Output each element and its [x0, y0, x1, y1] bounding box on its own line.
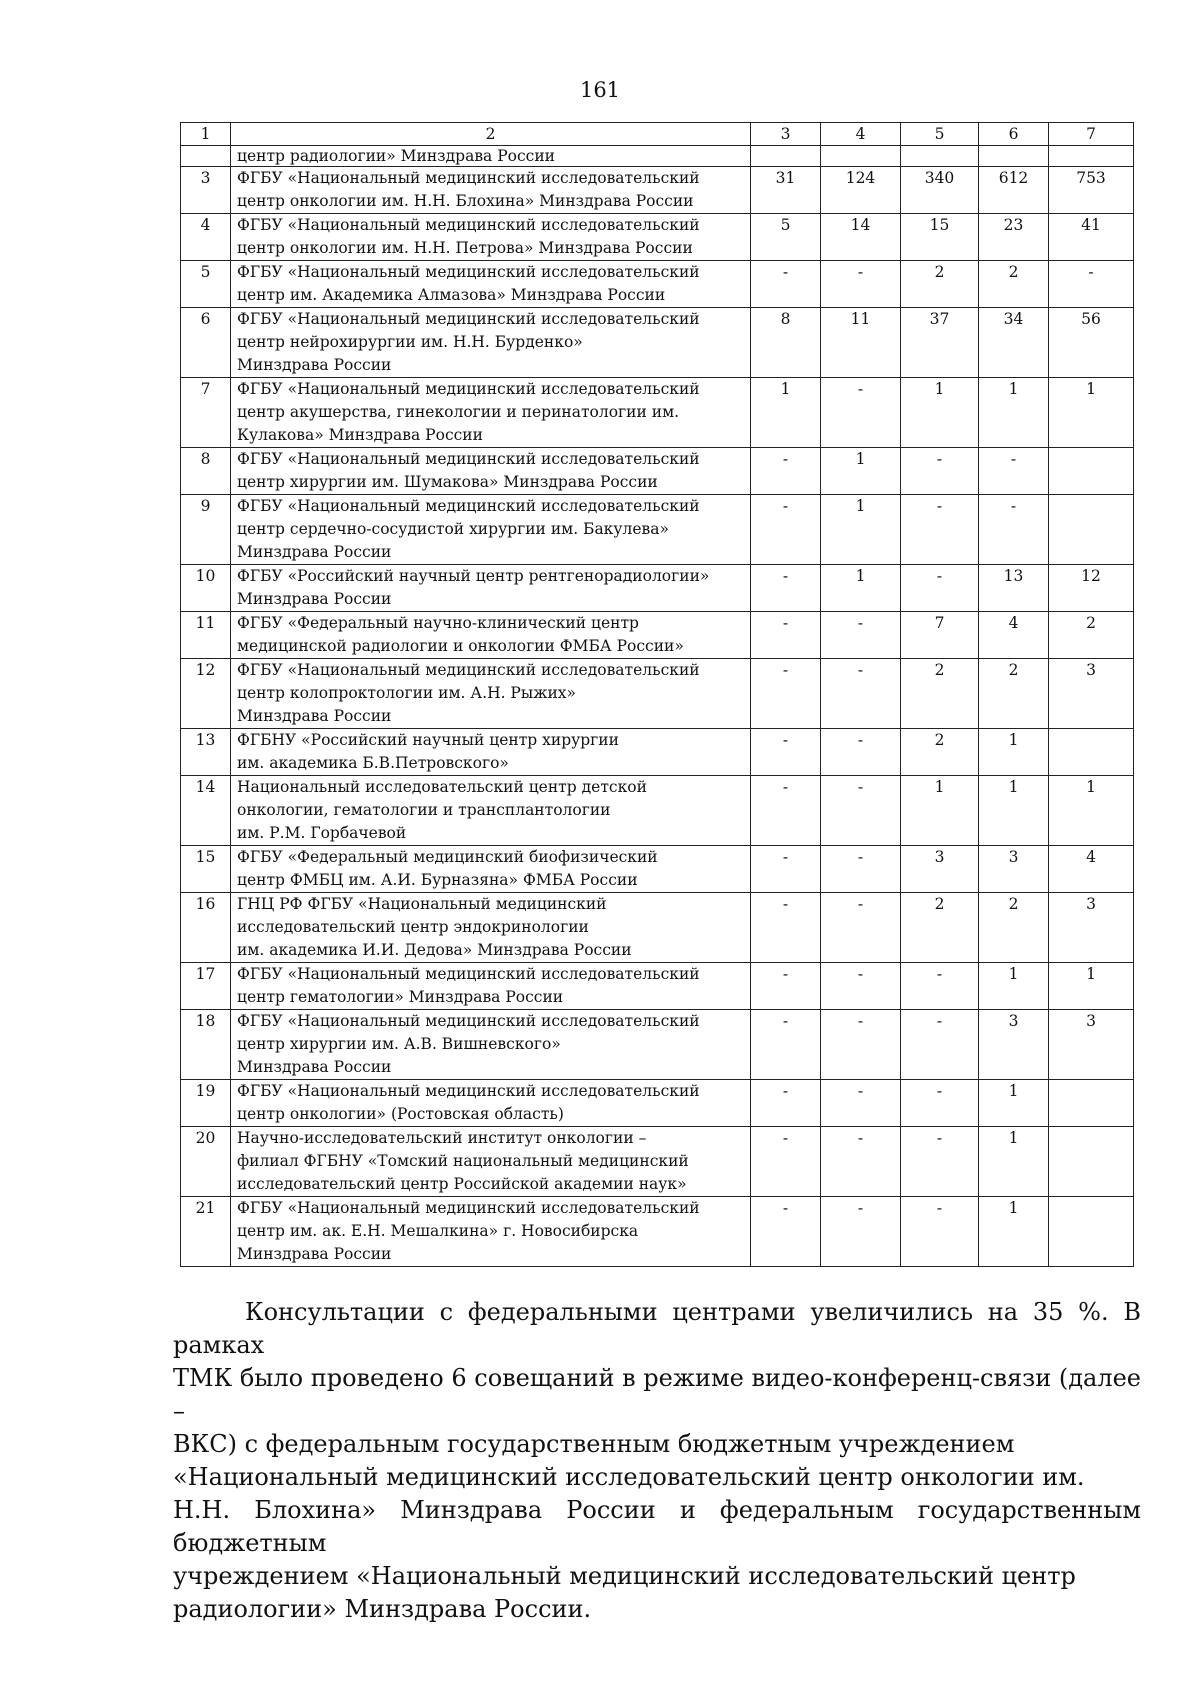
- table-row: [181, 1080, 1134, 1127]
- row-name-cell: [231, 261, 751, 308]
- value-cell-col4: -: [821, 846, 901, 893]
- value-cell-col6: 1: [979, 378, 1049, 448]
- value-cell-col4: 124: [821, 167, 901, 214]
- value-cell-col7: 2: [1049, 612, 1134, 659]
- organization-name: ФГБУ «Национальный медицинский исследовательский центр онкологии им. Н.Н. Петрова» Минздрава России: [237, 216, 700, 257]
- value-cell-col5: -: [901, 495, 979, 565]
- paragraph-line: ТМК было проведено 6 совещаний в режиме видео-конференц-связи (далее –: [173, 1364, 1141, 1425]
- row-name-cell: [231, 1127, 751, 1197]
- value-cell-col5: 7: [901, 612, 979, 659]
- row-name-cell: [231, 659, 751, 729]
- value-cell-col7: 3: [1049, 893, 1134, 963]
- row-name-cell: [231, 1197, 751, 1267]
- organization-name: ФГБНУ «Российский научный центр хирургии им. академика Б.В.Петровского»: [237, 731, 619, 772]
- row-number-cell: 12: [181, 659, 231, 729]
- row-number-cell: 21: [181, 1197, 231, 1267]
- value-cell-col3: -: [751, 893, 821, 963]
- organization-name: ФГБУ «Национальный медицинский исследовательский центр онкологии им. Н.Н. Блохина» Минздрава России: [237, 169, 700, 210]
- value-cell-col3: 1: [751, 378, 821, 448]
- value-cell-col4: 1: [821, 495, 901, 565]
- value-cell-col4: -: [821, 261, 901, 308]
- value-cell-col5: 15: [901, 214, 979, 261]
- row-name-cell: [231, 893, 751, 963]
- value-cell-col6: 1: [979, 1080, 1049, 1127]
- value-cell-col5: -: [901, 963, 979, 1010]
- value-cell-col6: 34: [979, 308, 1049, 378]
- value-cell: [751, 146, 821, 167]
- row-name-cell: [231, 378, 751, 448]
- value-cell-col4: -: [821, 1080, 901, 1127]
- organization-name: ГНЦ РФ ФГБУ «Национальный медицинский исследовательский центр эндокринологии им. академика И.И. Дедова» Минздрава России: [237, 895, 632, 959]
- value-cell-col7: [1049, 729, 1134, 776]
- value-cell-col5: 2: [901, 261, 979, 308]
- table-row: [181, 1010, 1134, 1080]
- table-row: [181, 214, 1134, 261]
- value-cell-col4: -: [821, 729, 901, 776]
- value-cell: [979, 146, 1049, 167]
- value-cell-col5: -: [901, 1197, 979, 1267]
- table-row: [181, 893, 1134, 963]
- table-row: [181, 167, 1134, 214]
- row-name-cell: [231, 495, 751, 565]
- row-number-cell: 9: [181, 495, 231, 565]
- table-row: [181, 729, 1134, 776]
- organization-name: ФГБУ «Национальный медицинский исследовательский центр им. Академика Алмазова» Минздрава России: [237, 263, 700, 304]
- value-cell-col4: -: [821, 963, 901, 1010]
- value-cell-col6: 13: [979, 565, 1049, 612]
- row-number-cell: 3: [181, 167, 231, 214]
- table-row: [181, 776, 1134, 846]
- value-cell-col7: 1: [1049, 378, 1134, 448]
- header-cell: 4: [821, 123, 901, 146]
- value-cell-col4: -: [821, 1127, 901, 1197]
- value-cell-col3: -: [751, 846, 821, 893]
- row-number-cell: 6: [181, 308, 231, 378]
- consultations-table: [180, 122, 1134, 1267]
- value-cell-col6: 4: [979, 612, 1049, 659]
- value-cell-col3: -: [751, 261, 821, 308]
- value-cell-col4: -: [821, 612, 901, 659]
- organization-name: ФГБУ «Национальный медицинский исследовательский центр нейрохирургии им. Н.Н. Бурденко» Минздрава России: [237, 310, 700, 374]
- row-number-cell: 14: [181, 776, 231, 846]
- value-cell-col4: -: [821, 659, 901, 729]
- row-name-cell: [231, 612, 751, 659]
- row-name-cell: [231, 776, 751, 846]
- row-name-cell: [231, 448, 751, 495]
- value-cell-col5: 340: [901, 167, 979, 214]
- value-cell-col6: 1: [979, 963, 1049, 1010]
- table-row: [181, 565, 1134, 612]
- row-number-cell: [181, 146, 231, 167]
- table-header-row: [181, 123, 1134, 146]
- value-cell-col3: -: [751, 1010, 821, 1080]
- table-row: [181, 378, 1134, 448]
- value-cell-col5: 3: [901, 846, 979, 893]
- table-row: [181, 963, 1134, 1010]
- value-cell-col7: 12: [1049, 565, 1134, 612]
- table-continuation-row: [181, 146, 1134, 167]
- value-cell: [821, 146, 901, 167]
- value-cell-col7: 56: [1049, 308, 1134, 378]
- value-cell-col3: -: [751, 1080, 821, 1127]
- organization-name: ФГБУ «Национальный медицинский исследовательский центр колопроктологии им. А.Н. Рыжих» Минздрава России: [237, 661, 700, 725]
- value-cell: [1049, 146, 1134, 167]
- value-cell-col4: 11: [821, 308, 901, 378]
- value-cell-col7: [1049, 1080, 1134, 1127]
- page-number: 161: [579, 78, 621, 102]
- value-cell-col6: 2: [979, 659, 1049, 729]
- row-number-cell: 8: [181, 448, 231, 495]
- row-name-cell: [231, 214, 751, 261]
- value-cell-col3: -: [751, 1197, 821, 1267]
- header-cell: 3: [751, 123, 821, 146]
- value-cell-col4: -: [821, 893, 901, 963]
- row-name-cell: [231, 729, 751, 776]
- value-cell-col4: 14: [821, 214, 901, 261]
- row-number-cell: 11: [181, 612, 231, 659]
- value-cell-col6: 612: [979, 167, 1049, 214]
- value-cell-col3: -: [751, 1127, 821, 1197]
- value-cell-col5: -: [901, 1080, 979, 1127]
- row-name-cell: [231, 1080, 751, 1127]
- header-cell: 7: [1049, 123, 1134, 146]
- value-cell-col7: -: [1049, 261, 1134, 308]
- organization-name: ФГБУ «Национальный медицинский исследовательский центр онкологии» (Ростовская область): [237, 1082, 700, 1123]
- value-cell-col3: 8: [751, 308, 821, 378]
- value-cell-col3: -: [751, 659, 821, 729]
- value-cell-col5: -: [901, 448, 979, 495]
- value-cell-col5: -: [901, 1010, 979, 1080]
- value-cell-col7: 1: [1049, 776, 1134, 846]
- value-cell-col5: -: [901, 565, 979, 612]
- value-cell-col4: 1: [821, 448, 901, 495]
- value-cell: [901, 146, 979, 167]
- value-cell-col3: 5: [751, 214, 821, 261]
- header-cell: 5: [901, 123, 979, 146]
- row-number-cell: 17: [181, 963, 231, 1010]
- value-cell-col6: 1: [979, 1197, 1049, 1267]
- organization-name: ФГБУ «Национальный медицинский исследовательский центр гематологии» Минздрава России: [237, 965, 700, 1006]
- value-cell-col6: 2: [979, 261, 1049, 308]
- value-cell-col3: -: [751, 495, 821, 565]
- table-row: [181, 1127, 1134, 1197]
- table-row: [181, 1197, 1134, 1267]
- value-cell-col3: -: [751, 612, 821, 659]
- value-cell-col6: -: [979, 448, 1049, 495]
- paragraph-line: радиологии» Минздрава России.: [173, 1595, 592, 1623]
- value-cell-col3: -: [751, 776, 821, 846]
- value-cell-col7: [1049, 495, 1134, 565]
- organization-name: ФГБУ «Федеральный медицинский биофизический центр ФМБЦ им. А.И. Бурназяна» ФМБА России: [237, 848, 658, 889]
- organization-name: ФГБУ «Национальный медицинский исследовательский центр сердечно-сосудистой хирургии им. Бакулева» Минздрава России: [237, 497, 700, 561]
- value-cell-col6: 3: [979, 846, 1049, 893]
- body-paragraph: [173, 1296, 1141, 1626]
- value-cell-col4: 1: [821, 565, 901, 612]
- row-number-cell: 5: [181, 261, 231, 308]
- organization-name: Национальный исследовательский центр детской онкологии, гематологии и трансплантологии им. Р.М. Горбачевой: [237, 778, 647, 842]
- value-cell-col5: -: [901, 1127, 979, 1197]
- organization-name: ФГБУ «Федеральный научно-клинический центр медицинской радиологии и онкологии ФМБА России»: [237, 614, 684, 655]
- organization-name: ФГБУ «Национальный медицинский исследовательский центр акушерства, гинекологии и перинатологии им. Кулакова» Минздрава России: [237, 380, 700, 444]
- paragraph-line: Н.Н. Блохина» Минздрава России и федеральным государственным бюджетным: [173, 1496, 1141, 1557]
- value-cell-col4: -: [821, 776, 901, 846]
- value-cell-col7: 3: [1049, 659, 1134, 729]
- row-name-cell: [231, 308, 751, 378]
- organization-name: Научно-исследовательский институт онкологии – филиал ФГБНУ «Томский национальный медицинский исследовательский центр Российской академии наук»: [237, 1129, 689, 1193]
- value-cell-col3: -: [751, 963, 821, 1010]
- value-cell-col7: 3: [1049, 1010, 1134, 1080]
- paragraph-line: учреждением «Национальный медицинский исследовательский центр: [173, 1562, 1076, 1590]
- row-name-cell: [231, 1010, 751, 1080]
- value-cell-col7: [1049, 1197, 1134, 1267]
- value-cell-col5: 2: [901, 893, 979, 963]
- value-cell-col5: 2: [901, 659, 979, 729]
- value-cell-col7: 41: [1049, 214, 1134, 261]
- value-cell-col6: 23: [979, 214, 1049, 261]
- row-number-cell: 13: [181, 729, 231, 776]
- organization-name: ФГБУ «Национальный медицинский исследовательский центр хирургии им. Шумакова» Минздрава России: [237, 450, 700, 491]
- paragraph-line: Консультации с федеральными центрами увеличились на 35 %. В рамках: [173, 1298, 1141, 1359]
- row-name-cell: центр радиологии» Минздрава России: [231, 146, 751, 167]
- table-row: [181, 261, 1134, 308]
- value-cell-col6: 1: [979, 1127, 1049, 1197]
- value-cell-col4: -: [821, 1010, 901, 1080]
- table-row: [181, 308, 1134, 378]
- header-cell: 6: [979, 123, 1049, 146]
- row-name-cell: [231, 167, 751, 214]
- row-number-cell: 18: [181, 1010, 231, 1080]
- header-cell: 2: [231, 123, 751, 146]
- value-cell-col5: 1: [901, 776, 979, 846]
- value-cell-col7: [1049, 1127, 1134, 1197]
- value-cell-col6: 1: [979, 729, 1049, 776]
- value-cell-col5: 37: [901, 308, 979, 378]
- value-cell-col6: 2: [979, 893, 1049, 963]
- organization-name: ФГБУ «Национальный медицинский исследовательский центр им. ак. Е.Н. Мешалкина» г. Новосибирска Минздрава России: [237, 1199, 700, 1263]
- value-cell-col7: 753: [1049, 167, 1134, 214]
- row-name-cell: [231, 963, 751, 1010]
- paragraph-line: «Национальный медицинский исследовательский центр онкологии им.: [173, 1463, 1085, 1491]
- value-cell-col7: [1049, 448, 1134, 495]
- table-row: [181, 612, 1134, 659]
- value-cell-col4: -: [821, 1197, 901, 1267]
- value-cell-col3: 31: [751, 167, 821, 214]
- table-row: [181, 495, 1134, 565]
- value-cell-col3: -: [751, 729, 821, 776]
- value-cell-col6: 1: [979, 776, 1049, 846]
- row-number-cell: 4: [181, 214, 231, 261]
- row-number-cell: 10: [181, 565, 231, 612]
- header-cell: 1: [181, 123, 231, 146]
- paragraph-line: ВКС) с федеральным государственным бюджетным учреждением: [173, 1430, 1015, 1458]
- table-row: [181, 846, 1134, 893]
- value-cell-col6: -: [979, 495, 1049, 565]
- value-cell-col3: -: [751, 565, 821, 612]
- row-name-cell: [231, 565, 751, 612]
- value-cell-col6: 3: [979, 1010, 1049, 1080]
- value-cell-col4: -: [821, 378, 901, 448]
- value-cell-col3: -: [751, 448, 821, 495]
- value-cell-col5: 1: [901, 378, 979, 448]
- organization-name: ФГБУ «Российский научный центр рентгенорадиологии» Минздрава России: [237, 567, 710, 608]
- value-cell-col5: 2: [901, 729, 979, 776]
- row-number-cell: 16: [181, 893, 231, 963]
- value-cell-col7: 1: [1049, 963, 1134, 1010]
- row-number-cell: 15: [181, 846, 231, 893]
- organization-name: ФГБУ «Национальный медицинский исследовательский центр хирургии им. А.В. Вишневского» Минздрава России: [237, 1012, 700, 1076]
- table-row: [181, 659, 1134, 729]
- row-number-cell: 20: [181, 1127, 231, 1197]
- table-row: [181, 448, 1134, 495]
- value-cell-col7: 4: [1049, 846, 1134, 893]
- row-number-cell: 7: [181, 378, 231, 448]
- row-number-cell: 19: [181, 1080, 231, 1127]
- row-name-cell: [231, 846, 751, 893]
